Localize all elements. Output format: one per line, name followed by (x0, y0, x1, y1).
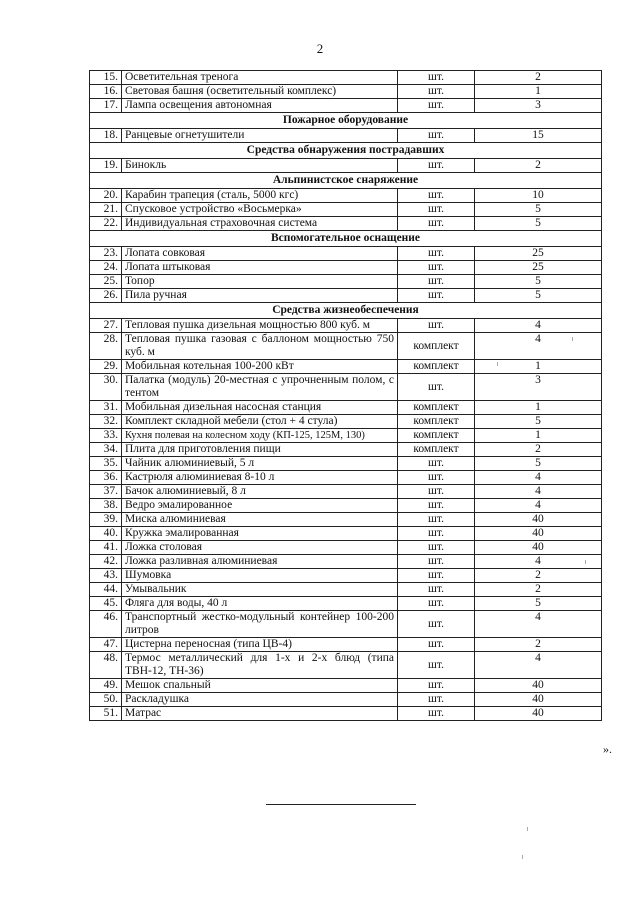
table-row (90, 415, 602, 429)
table-row (90, 513, 602, 527)
item-unit: шт. (398, 129, 475, 143)
section-header-row (90, 173, 602, 189)
item-number: 42. (90, 555, 122, 569)
item-number: 40. (90, 527, 122, 541)
item-name: Ложка столовая (122, 541, 398, 555)
item-number: 45. (90, 597, 122, 611)
item-number: 23. (90, 247, 122, 261)
scan-speck (527, 827, 528, 831)
item-unit: шт. (398, 597, 475, 611)
section-title: Вспомогательное оснащение (90, 231, 602, 247)
item-unit: шт. (398, 569, 475, 583)
item-name: Транспортный жестко-модульный контейнер 100-200 литров (122, 611, 398, 638)
item-number: 37. (90, 485, 122, 499)
table-row (90, 159, 602, 173)
closing-quote: ». (603, 742, 612, 756)
item-name: Кастрюля алюминиевая 8-10 л (122, 471, 398, 485)
item-quantity: 2 (475, 71, 602, 85)
item-number: 19. (90, 159, 122, 173)
item-quantity: 40 (475, 541, 602, 555)
item-quantity: 4 (475, 471, 602, 485)
item-number: 24. (90, 261, 122, 275)
item-number: 29. (90, 360, 122, 374)
item-name: Фляга для воды, 40 л (122, 597, 398, 611)
item-name: Бинокль (122, 159, 398, 173)
item-unit: шт. (398, 527, 475, 541)
item-number: 41. (90, 541, 122, 555)
item-unit: шт. (398, 652, 475, 679)
item-number: 30. (90, 374, 122, 401)
item-number: 26. (90, 289, 122, 303)
item-quantity: 4 (475, 485, 602, 499)
item-number: 32. (90, 415, 122, 429)
table-row (90, 555, 602, 569)
table-row (90, 275, 602, 289)
item-name: Карабин трапеция (сталь, 5000 кгс) (122, 189, 398, 203)
table-row (90, 217, 602, 231)
table-row (90, 360, 602, 374)
item-name: Термос металлический для 1-х и 2-х блюд (типа ТВН-12, ТН-36) (122, 652, 398, 679)
item-quantity: 2 (475, 159, 602, 173)
table-row (90, 247, 602, 261)
item-name: Миска алюминиевая (122, 513, 398, 527)
item-quantity: 3 (475, 374, 602, 401)
item-unit: шт. (398, 707, 475, 721)
inventory-table-body (90, 71, 602, 721)
item-name: Мобильная дизельная насосная станция (122, 401, 398, 415)
table-row (90, 374, 602, 401)
item-unit: комплект (398, 415, 475, 429)
item-name: Лопата совковая (122, 247, 398, 261)
item-name: Кухня полевая на колесном ходу (КП-125, 125М, 130) (122, 429, 398, 443)
item-name: Световая башня (осветительный комплекс) (122, 85, 398, 99)
section-title: Пожарное оборудование (90, 113, 602, 129)
item-unit: шт. (398, 555, 475, 569)
item-name: Лопата штыковая (122, 261, 398, 275)
item-unit: шт. (398, 513, 475, 527)
table-row (90, 693, 602, 707)
table-row (90, 541, 602, 555)
item-quantity: 4 (475, 499, 602, 513)
item-unit: комплект (398, 333, 475, 360)
item-number: 44. (90, 583, 122, 597)
item-name: Тепловая пушка газовая с баллоном мощностью 750 куб. м (122, 333, 398, 360)
item-unit: шт. (398, 275, 475, 289)
item-name: Кружка эмалированная (122, 527, 398, 541)
item-quantity: 40 (475, 693, 602, 707)
item-quantity: 2 (475, 583, 602, 597)
item-unit: комплект (398, 443, 475, 457)
item-quantity: 4 (475, 555, 602, 569)
item-number: 21. (90, 203, 122, 217)
section-title: Средства обнаружения пострадавших (90, 143, 602, 159)
item-number: 35. (90, 457, 122, 471)
item-number: 18. (90, 129, 122, 143)
table-row (90, 679, 602, 693)
item-quantity: 2 (475, 569, 602, 583)
item-quantity: 10 (475, 189, 602, 203)
item-unit: шт. (398, 261, 475, 275)
item-number: 31. (90, 401, 122, 415)
item-unit: шт. (398, 217, 475, 231)
item-name: Мешок спальный (122, 679, 398, 693)
table-row (90, 189, 602, 203)
table-row (90, 597, 602, 611)
table-row (90, 289, 602, 303)
item-unit: шт. (398, 159, 475, 173)
item-quantity: 5 (475, 415, 602, 429)
item-unit: шт. (398, 499, 475, 513)
table-row (90, 261, 602, 275)
item-unit: комплект (398, 429, 475, 443)
item-unit: шт. (398, 189, 475, 203)
item-unit: шт. (398, 289, 475, 303)
item-quantity: 5 (475, 457, 602, 471)
table-row (90, 333, 602, 360)
item-unit: шт. (398, 71, 475, 85)
scan-speck (497, 362, 498, 366)
item-number: 27. (90, 319, 122, 333)
table-row (90, 443, 602, 457)
table-row (90, 401, 602, 415)
scan-speck (522, 855, 523, 859)
item-quantity: 1 (475, 429, 602, 443)
item-unit: шт. (398, 203, 475, 217)
item-number: 22. (90, 217, 122, 231)
item-number: 16. (90, 85, 122, 99)
item-name: Умывальник (122, 583, 398, 597)
item-quantity: 5 (475, 275, 602, 289)
item-name: Осветительная тренога (122, 71, 398, 85)
item-unit: шт. (398, 374, 475, 401)
section-header-row (90, 143, 602, 159)
table-row (90, 527, 602, 541)
item-quantity: 5 (475, 289, 602, 303)
item-quantity: 40 (475, 513, 602, 527)
item-unit: комплект (398, 401, 475, 415)
item-number: 20. (90, 189, 122, 203)
item-name: Топор (122, 275, 398, 289)
table-row (90, 85, 602, 99)
item-quantity: 4 (475, 611, 602, 638)
item-name: Комплект складной мебели (стол + 4 стула) (122, 415, 398, 429)
item-quantity: 40 (475, 527, 602, 541)
item-unit: шт. (398, 457, 475, 471)
item-name: Цистерна переносная (типа ЦВ-4) (122, 638, 398, 652)
item-quantity: 3 (475, 99, 602, 113)
item-unit: шт. (398, 583, 475, 597)
item-number: 43. (90, 569, 122, 583)
item-number: 47. (90, 638, 122, 652)
item-name: Индивидуальная страховочная система (122, 217, 398, 231)
item-number: 48. (90, 652, 122, 679)
item-name: Мобильная котельная 100-200 кВт (122, 360, 398, 374)
item-number: 15. (90, 71, 122, 85)
item-name: Тепловая пушка дизельная мощностью 800 куб. м (122, 319, 398, 333)
item-unit: шт. (398, 693, 475, 707)
item-unit: шт. (398, 485, 475, 499)
table-row (90, 203, 602, 217)
table-row (90, 707, 602, 721)
item-quantity: 4 (475, 652, 602, 679)
item-unit: шт. (398, 247, 475, 261)
signature-line (266, 804, 416, 805)
item-number: 25. (90, 275, 122, 289)
table-row (90, 99, 602, 113)
item-unit: шт. (398, 85, 475, 99)
item-quantity: 40 (475, 707, 602, 721)
item-number: 51. (90, 707, 122, 721)
item-number: 36. (90, 471, 122, 485)
item-quantity: 25 (475, 261, 602, 275)
section-header-row (90, 231, 602, 247)
table-row (90, 569, 602, 583)
item-quantity: 5 (475, 203, 602, 217)
item-name: Матрас (122, 707, 398, 721)
item-number: 28. (90, 333, 122, 360)
item-number: 33. (90, 429, 122, 443)
item-unit: шт. (398, 541, 475, 555)
item-quantity: 1 (475, 85, 602, 99)
table-row (90, 652, 602, 679)
item-quantity: 25 (475, 247, 602, 261)
item-unit: шт. (398, 638, 475, 652)
item-number: 46. (90, 611, 122, 638)
item-name: Бачок алюминиевый, 8 л (122, 485, 398, 499)
item-number: 50. (90, 693, 122, 707)
table-row (90, 583, 602, 597)
item-name: Пила ручная (122, 289, 398, 303)
section-header-row (90, 303, 602, 319)
item-number: 34. (90, 443, 122, 457)
item-name: Ложка разливная алюминиевая (122, 555, 398, 569)
item-name: Ранцевые огнетушители (122, 129, 398, 143)
item-quantity: 15 (475, 129, 602, 143)
section-header-row (90, 113, 602, 129)
table-row (90, 499, 602, 513)
table-row (90, 457, 602, 471)
item-unit: шт. (398, 319, 475, 333)
page-number: 2 (316, 41, 324, 56)
scan-speck (572, 337, 573, 341)
item-number: 49. (90, 679, 122, 693)
item-name: Шумовка (122, 569, 398, 583)
inventory-table (89, 70, 602, 721)
scan-speck (585, 560, 586, 564)
item-quantity: 4 (475, 319, 602, 333)
item-name: Палатка (модуль) 20-местная с упрочненным полом, с тентом (122, 374, 398, 401)
item-name: Лампа освещения автономная (122, 99, 398, 113)
item-name: Раскладушка (122, 693, 398, 707)
table-row (90, 319, 602, 333)
item-quantity: 1 (475, 401, 602, 415)
item-quantity: 40 (475, 679, 602, 693)
item-quantity: 5 (475, 597, 602, 611)
item-unit: шт. (398, 679, 475, 693)
item-quantity: 2 (475, 638, 602, 652)
table-row (90, 611, 602, 638)
item-quantity: 5 (475, 217, 602, 231)
table-row (90, 485, 602, 499)
table-row (90, 638, 602, 652)
item-unit: шт. (398, 611, 475, 638)
item-unit: шт. (398, 99, 475, 113)
table-row (90, 429, 602, 443)
item-name: Плита для приготовления пищи (122, 443, 398, 457)
item-number: 38. (90, 499, 122, 513)
item-name: Чайник алюминиевый, 5 л (122, 457, 398, 471)
section-title: Средства жизнеобеспечения (90, 303, 602, 319)
item-name: Ведро эмалированное (122, 499, 398, 513)
item-number: 17. (90, 99, 122, 113)
table-row (90, 129, 602, 143)
item-name: Спусковое устройство «Восьмерка» (122, 203, 398, 217)
table-row (90, 471, 602, 485)
item-unit: комплект (398, 360, 475, 374)
item-quantity: 4 (475, 333, 602, 360)
section-title: Альпинистское снаряжение (90, 173, 602, 189)
item-quantity: 1 (475, 360, 602, 374)
item-number: 39. (90, 513, 122, 527)
table-row (90, 71, 602, 85)
item-unit: шт. (398, 471, 475, 485)
item-quantity: 2 (475, 443, 602, 457)
